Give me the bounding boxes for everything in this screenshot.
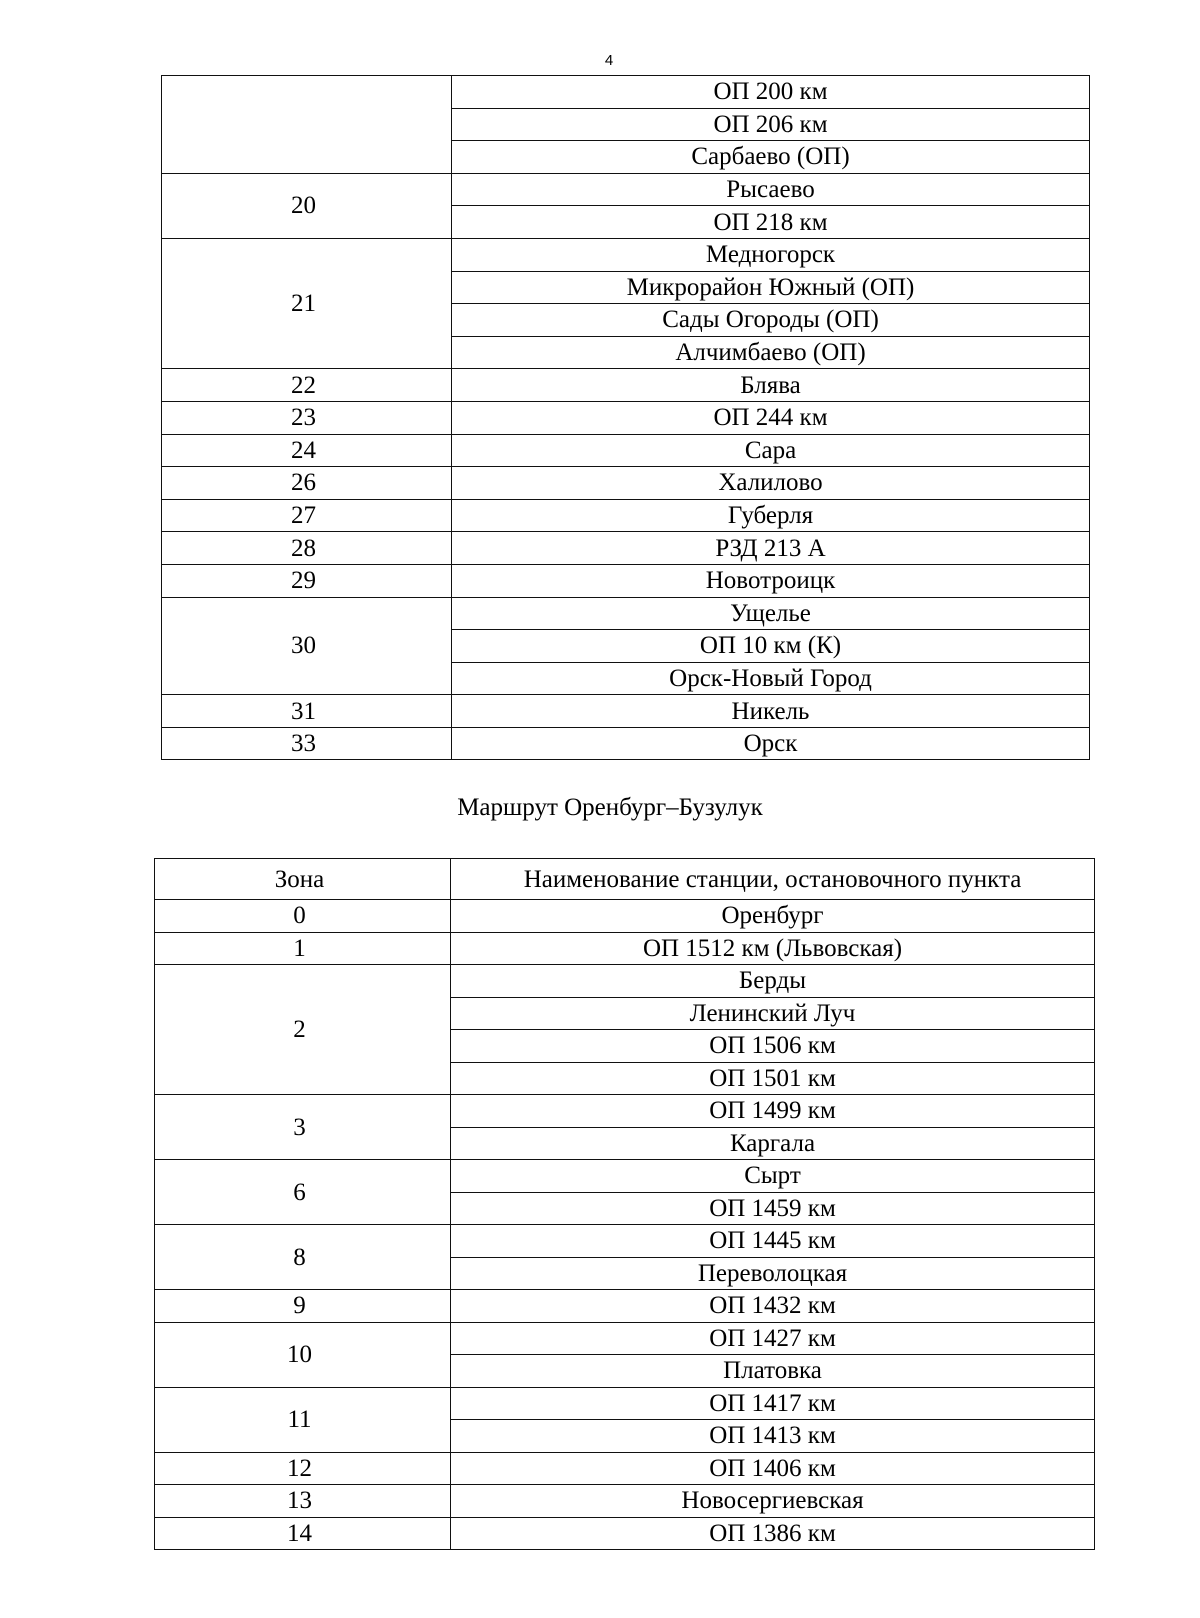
table-row (162, 173, 1090, 206)
table-row (155, 1485, 1095, 1518)
table-row (155, 1452, 1095, 1485)
station-name-cell: ОП 1512 км (Львовская) (451, 932, 1095, 965)
zone-number-cell: 1 (155, 932, 451, 965)
station-name-cell: ОП 1386 км (451, 1517, 1095, 1550)
station-name-cell: Переволоцкая (451, 1257, 1095, 1290)
zone-number-cell: 33 (162, 727, 452, 760)
station-name-cell: Рысаево (452, 173, 1090, 206)
table-row (155, 1095, 1095, 1128)
zone-number-cell: 14 (155, 1517, 451, 1550)
table-row (162, 76, 1090, 109)
station-name-cell: ОП 244 км (452, 401, 1090, 434)
table-row (155, 965, 1095, 998)
station-name-cell: Блява (452, 369, 1090, 402)
zone-number-cell: 22 (162, 369, 452, 402)
table-row (162, 401, 1090, 434)
zone-number-cell: 8 (155, 1225, 451, 1290)
station-name-cell: ОП 1427 км (451, 1322, 1095, 1355)
station-name-cell: ОП 1445 км (451, 1225, 1095, 1258)
station-name-cell: Орск-Новый Город (452, 662, 1090, 695)
station-name-cell: ОП 218 км (452, 206, 1090, 239)
zone-number-cell: 28 (162, 532, 452, 565)
table-row (155, 1322, 1095, 1355)
zone-number-cell: 9 (155, 1290, 451, 1323)
station-name-cell: Ленинский Луч (451, 997, 1095, 1030)
station-name-cell: Никель (452, 695, 1090, 728)
table-row (155, 1387, 1095, 1420)
table-row (162, 564, 1090, 597)
zone-number-cell: 29 (162, 564, 452, 597)
zone-number-cell: 23 (162, 401, 452, 434)
table-row (162, 695, 1090, 728)
station-name-cell: Сырт (451, 1160, 1095, 1193)
table-row (155, 1517, 1095, 1550)
station-name-cell: ОП 1501 км (451, 1062, 1095, 1095)
zone-number-cell: 6 (155, 1160, 451, 1225)
table-row (162, 499, 1090, 532)
zone-number-cell: 26 (162, 467, 452, 500)
station-name-cell: Каргала (451, 1127, 1095, 1160)
station-name-cell: Халилово (452, 467, 1090, 500)
station-name-cell: Орск (452, 727, 1090, 760)
station-name-cell: Губерля (452, 499, 1090, 532)
station-name-cell: Оренбург (451, 900, 1095, 933)
station-name-cell: Берды (451, 965, 1095, 998)
zone-number-cell: 11 (155, 1387, 451, 1452)
zone-number-cell: 21 (162, 238, 452, 368)
table-row (155, 1290, 1095, 1323)
zone-column-header: Зона (155, 859, 451, 900)
zone-number-cell: 31 (162, 695, 452, 728)
zone-number-cell: 13 (155, 1485, 451, 1518)
table-row (162, 727, 1090, 760)
station-name-cell: Сады Огороды (ОП) (452, 304, 1090, 337)
zone-number-cell: 0 (155, 900, 451, 933)
station-name-cell: Медногорск (452, 238, 1090, 271)
zone-table-continued-body (162, 76, 1090, 760)
zone-number-cell: 30 (162, 597, 452, 695)
station-name-cell: ОП 1459 км (451, 1192, 1095, 1225)
station-name-cell: Сарбаево (ОП) (452, 141, 1090, 174)
table-row (155, 900, 1095, 933)
station-name-cell: ОП 1432 км (451, 1290, 1095, 1323)
zone-number-cell: 24 (162, 434, 452, 467)
table-row (155, 932, 1095, 965)
table-row (155, 1225, 1095, 1258)
zone-number-cell: 2 (155, 965, 451, 1095)
table-row (162, 532, 1090, 565)
zone-table-orenburg-buzuluk (154, 858, 1095, 1550)
station-name-cell: Новотроицк (452, 564, 1090, 597)
station-name-cell: ОП 1499 км (451, 1095, 1095, 1128)
station-name-cell: Ущелье (452, 597, 1090, 630)
zone-number-cell: 3 (155, 1095, 451, 1160)
station-name-cell: РЗД 213 А (452, 532, 1090, 565)
station-name-cell: ОП 1506 км (451, 1030, 1095, 1063)
page-number: 4 (604, 52, 614, 69)
station-name-cell: ОП 10 км (К) (452, 630, 1090, 663)
station-name-cell: Микрорайон Южный (ОП) (452, 271, 1090, 304)
station-name-cell: Новосергиевская (451, 1485, 1095, 1518)
station-column-header: Наименование станции, остановочного пункта (451, 859, 1095, 900)
station-name-cell: ОП 1406 км (451, 1452, 1095, 1485)
table-row (162, 369, 1090, 402)
table-row (162, 597, 1090, 630)
table-row (155, 1160, 1095, 1193)
zone-table-orenburg-buzuluk-body (155, 900, 1095, 1550)
zone-number-cell: 27 (162, 499, 452, 532)
zone-number-cell: 20 (162, 173, 452, 238)
table-row (162, 238, 1090, 271)
route-title: Маршрут Оренбург–Бузулук (457, 794, 763, 821)
table-row (162, 434, 1090, 467)
station-name-cell: ОП 200 км (452, 76, 1090, 109)
table-header-row (155, 859, 1095, 900)
station-name-cell: Сара (452, 434, 1090, 467)
zone-number-cell: 12 (155, 1452, 451, 1485)
station-name-cell: ОП 1413 км (451, 1420, 1095, 1453)
station-name-cell: Платовка (451, 1355, 1095, 1388)
station-name-cell: Алчимбаево (ОП) (452, 336, 1090, 369)
zone-number-cell (162, 76, 452, 174)
zone-table-continued (161, 75, 1090, 760)
station-name-cell: ОП 206 км (452, 108, 1090, 141)
table-row (162, 467, 1090, 500)
station-name-cell: ОП 1417 км (451, 1387, 1095, 1420)
zone-number-cell: 10 (155, 1322, 451, 1387)
